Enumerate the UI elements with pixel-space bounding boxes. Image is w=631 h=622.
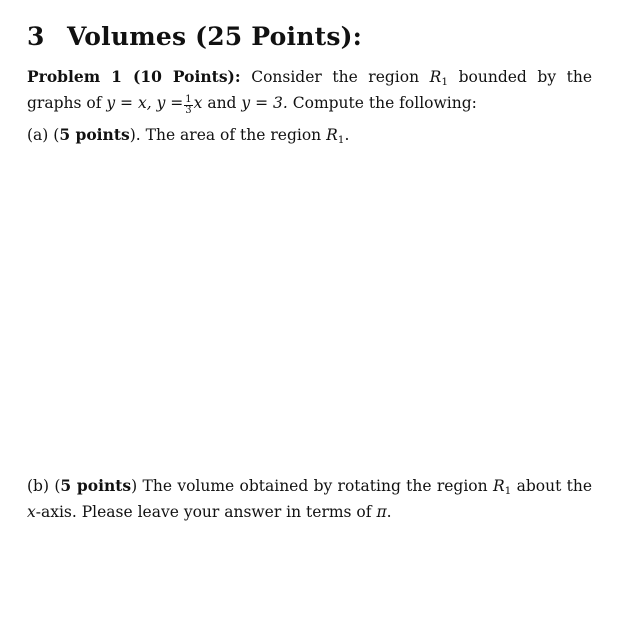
problem-intro-rest: bounded by the graphs of: [27, 68, 593, 112]
and-word: and: [207, 94, 237, 112]
part-b-text-rest: about the: [516, 477, 592, 495]
part-b: [27, 475, 592, 523]
problem-closing: Compute the following:: [292, 94, 477, 112]
pi-symbol: π: [376, 503, 387, 521]
region-symbol: $R_1$: [429, 68, 449, 88]
part-b-axis-rest: -axis. Please leave your answer in terms of: [35, 503, 372, 521]
part-b-end: .: [386, 503, 392, 521]
section-number: 3: [27, 22, 45, 51]
equation-1: y = x,: [106, 94, 152, 112]
equation-2-lhs: y =: [156, 94, 184, 112]
part-a-label-open: (a) (: [27, 126, 60, 144]
part-b-label-close: ): [131, 477, 138, 495]
part-b-axis-var: x: [27, 503, 36, 521]
equation-3: y = 3.: [241, 94, 288, 112]
section-title: Volumes (25 Points):: [67, 22, 363, 51]
part-a: [27, 124, 592, 151]
part-a-region-symbol: $R_1$: [326, 126, 345, 146]
part-a-label-close: ).: [129, 126, 141, 144]
part-a-points: 5 points: [59, 125, 130, 144]
section-heading: [27, 22, 362, 52]
problem-label: Problem 1 (10 Points):: [27, 67, 241, 86]
part-b-points: 5 points: [60, 476, 132, 495]
part-b-label-open: (b) (: [27, 477, 61, 495]
part-a-text: The area of the region: [145, 126, 322, 144]
part-a-end: .: [344, 126, 350, 144]
part-b-region-symbol: $R_1$: [492, 477, 512, 497]
fraction-one-third: $\frac{1}{3}$: [185, 94, 192, 116]
problem-intro: Consider the region: [251, 68, 420, 86]
part-b-text: The volume obtained by rotating the region: [142, 477, 488, 495]
equation-2-var: x: [193, 94, 203, 112]
problem-statement: [27, 66, 592, 116]
